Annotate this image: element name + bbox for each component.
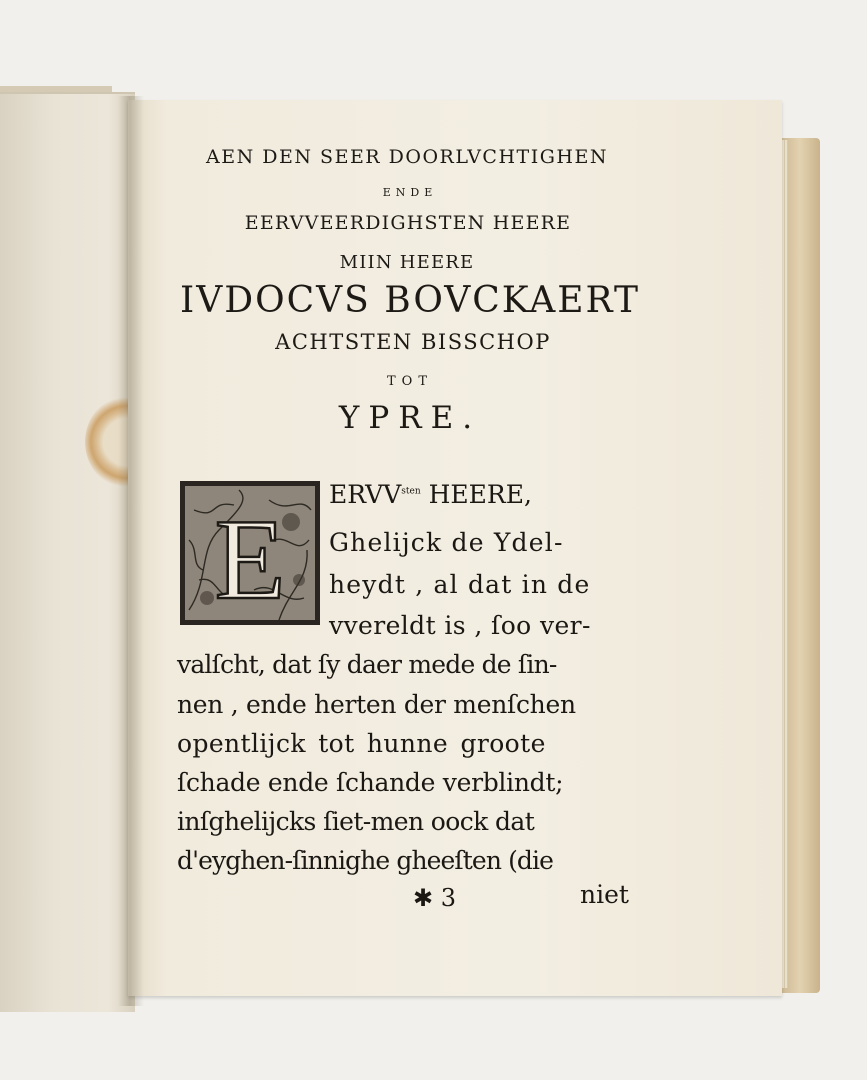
salutation-superscript: sten [401,486,421,497]
gutter-shadow [118,96,144,1006]
dedication-line-2: ENDE [382,186,438,199]
dedicatee-name: IVDOCVS BOVCKAERT [180,280,640,321]
body-line-1: Ghelijck de Ydel- [329,528,564,557]
body-line-8: inſghelijcks ſiet-men oock dat [177,807,535,836]
woodcut-initial-e [179,480,321,626]
signature-mark: ✱ 3 [413,884,457,912]
salutation-rest: ERVV [329,480,402,509]
body-line-4: valſcht, dat ſy daer mede de ſin- [177,650,557,679]
left-page [0,92,135,1012]
body-line-5: nen , ende herten der menſchen [177,690,576,719]
dedication-line-3: EERVVEERDIGHSTEN HEERE [244,212,572,234]
dedicatee-title: ACHTSTEN BISSCHOP [275,330,551,354]
body-line-2: heydt , al dat in de [329,570,591,599]
body-line-3: vvereldt is , ſoo ver- [329,611,591,640]
salutation-word: HEERE, [428,480,532,509]
dedication-line-1: AEN DEN SEER DOORLVCHTIGHEN [206,146,608,168]
body-line-9: d'eyghen-ſinnighe gheeſten (die [177,846,554,875]
dedication-city: YPRE. [338,400,482,436]
dedication-line-7: TOT [387,374,433,389]
salutation-line [329,480,532,509]
catchword: niet [580,880,629,909]
body-line-6: opentlijck tot hunne groote [177,729,546,758]
initial-letter: E [214,496,286,624]
body-line-7: ſchade ende ſchande verblindt; [177,768,564,797]
dedication-line-4: MIIN HEERE [339,252,475,273]
